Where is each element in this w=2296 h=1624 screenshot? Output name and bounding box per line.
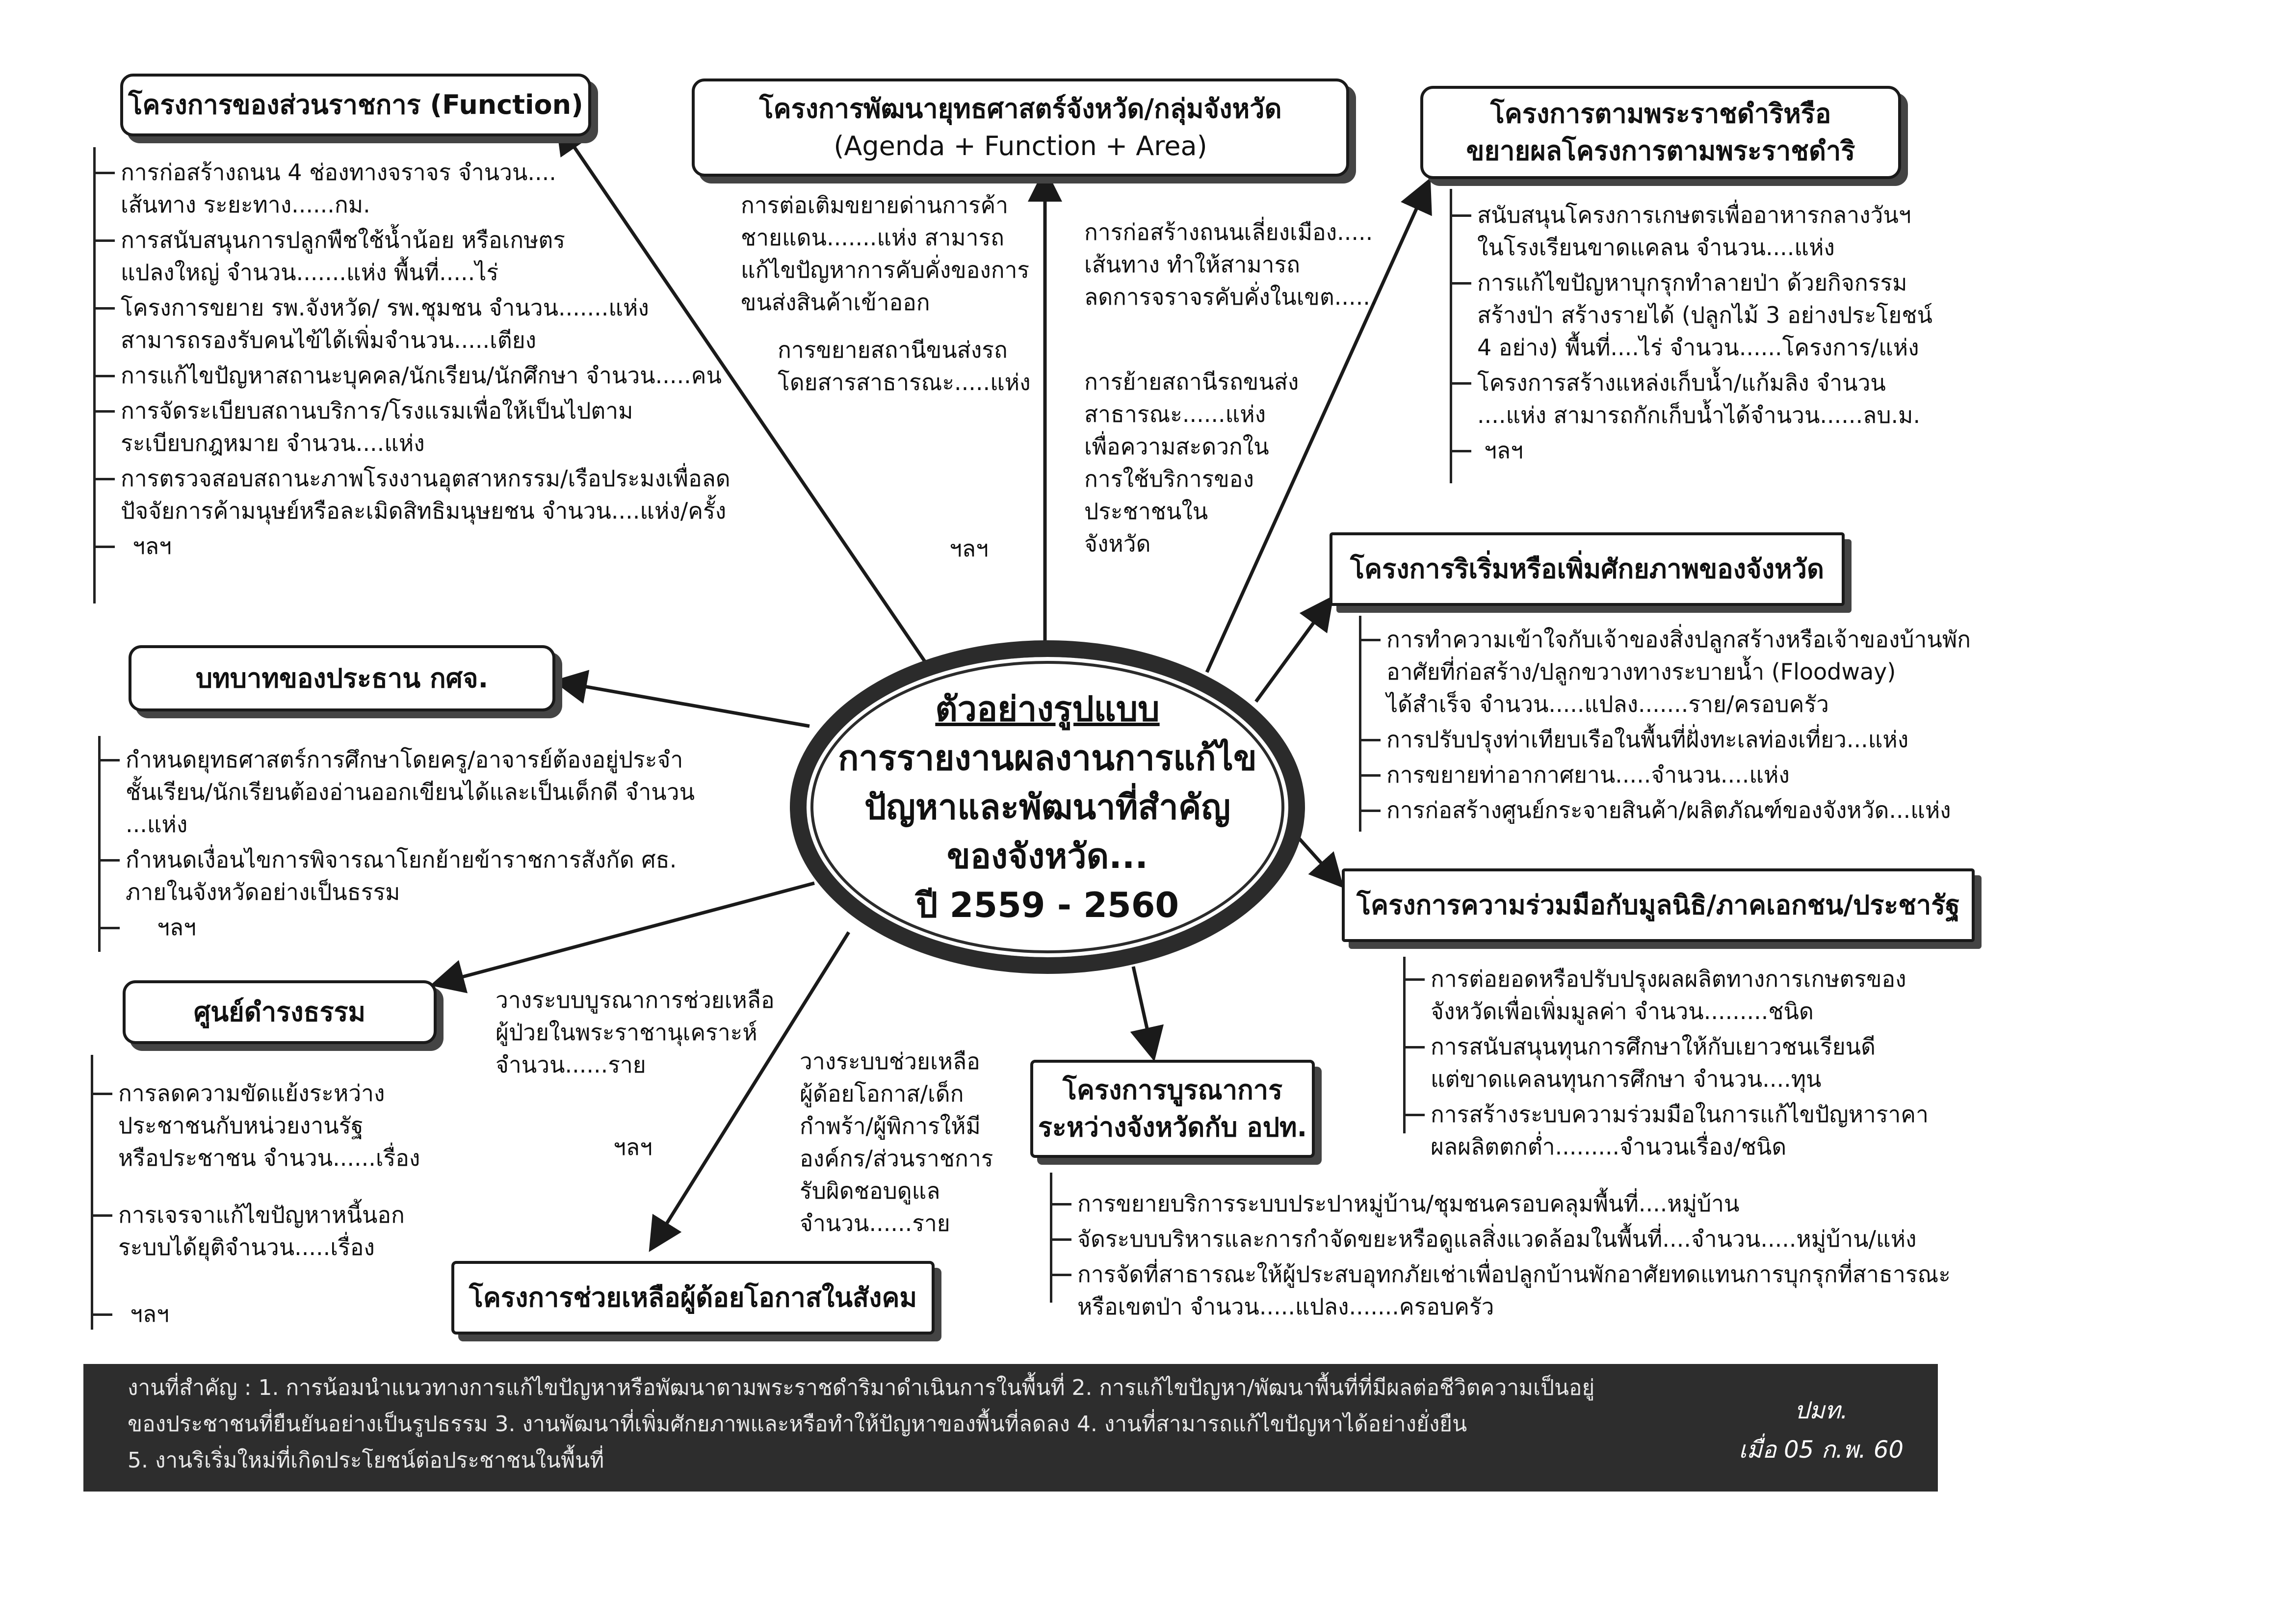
footer-signature [1739, 1391, 1904, 1469]
list-item: การก่อสร้างถนน 4 ช่องทางจราจร จำนวน.... เส้นทาง ระยะทาง......กม. [93, 156, 731, 221]
welfare-box [451, 1261, 935, 1335]
list-item: การปรับปรุงท่าเทียบเรือในพื้นที่ฝั่งทะเลท่องเที่ยว...แห่ง [1359, 723, 1971, 756]
list-item: การขยายท่าอากาศยาน.....จำนวน....แห่ง [1359, 759, 1971, 791]
agenda-box [692, 79, 1349, 177]
royal-title-1: โครงการตามพระราชดำริหรือ [1490, 98, 1831, 129]
welfare-note-b: วางระบบช่วยเหลือ ผู้ด้อยโอกาส/เด็ก กำพร้า/ผู้พิการให้มี องค์กร/ส่วนราชการ รับผิดชอบดูแล จำนวน......ราย [800, 1048, 993, 1236]
function-list [93, 156, 731, 565]
function-title: โครงการของส่วนราชการ (Function) [128, 89, 583, 120]
list-item: การสนับสนุนทุนการศึกษาให้กับเยาวชนเรียนดี แต่ขาดแคลนทุนการศึกษา จำนวน....ทุน [1403, 1030, 1929, 1095]
center-year: ปี 2559 - 2560 [915, 885, 1179, 925]
cooperation-box [1342, 868, 1975, 942]
list-item: การเจรจาแก้ไขปัญหาหนี้นอก ระบบได้ยุติจำนวน.....เรื่อง [91, 1199, 420, 1263]
integration-list [1050, 1187, 1951, 1326]
royal-box [1420, 86, 1901, 179]
function-box [120, 74, 591, 136]
list-item: กำหนดยุทธศาสตร์การศึกษาโดยครู/อาจารย์ต้องอยู่ประจำ ชั้นเรียน/นักเรียนต้องอ่านออกเขียนได้และเป็นเด็กดี จำนวน ...แห่ง [98, 743, 695, 840]
list-item: การขยายบริการระบบประปาหมู่บ้าน/ชุมชนครอบคลุมพื้นที่....หมู่บ้าน [1050, 1187, 1951, 1220]
list-item: การสร้างระบบความร่วมมือในการแก้ไขปัญหาราคา ผลผลิตตกต่ำ.........จำนวนเรื่อง/ชนิด [1403, 1098, 1929, 1163]
footer-line-2: ของประชาชนที่ยืนยันอย่างเป็นรูปธรรม 3. งานพัฒนาที่เพิ่มศักยภาพและหรือทำให้ปัญหาของพื้นที่ลดลง 4. งานที่สามารถแก้ไขปัญหาได้อย่างยั่งยืน [128, 1412, 1467, 1437]
center-line-3: ปัญหาและพัฒนาที่สำคัญ [864, 787, 1231, 827]
list-item: การทำความเข้าใจกับเจ้าของสิ่งปลูกสร้างหรือเจ้าของบ้านพัก อาศัยที่ก่อสร้าง/ปลูกขวางทางระบายน้ำ (Floodway) ได้สำเร็จ จำนวน.....แปลง.......ราย/ครอบครัว [1359, 623, 1971, 720]
integration-title-2: ระหว่างจังหวัดกับ อปท. [1038, 1112, 1307, 1143]
arrow-to-initiative [1256, 601, 1330, 702]
initiative-list [1359, 623, 1971, 829]
list-item: สนับสนุนโครงการเกษตรเพื่ออาหารกลางวันฯ ในโรงเรียนขาดแคลน จำนวน....แห่ง [1450, 199, 1932, 263]
welfare-note-a: วางระบบบูรณาการช่วยเหลือ ผู้ป่วยในพระราชานุเคราะห์ จำนวน......ราย [496, 987, 775, 1078]
footer-office: ปมท. [1794, 1397, 1848, 1424]
arrow-to-cooperation [1295, 834, 1339, 883]
list-item: ฯลฯ [98, 911, 695, 943]
justice-box [123, 980, 437, 1044]
list-item: การตรวจสอบสถานะภาพโรงงานอุตสาหกรรม/เรือประมงเพื่อลด ปัจจัยการค้ามนุษย์หรือละเมิดสิทธิมนุษยชน จำนวน....แห่ง/ครั้ง [93, 462, 731, 527]
integration-title-1: โครงการบูรณาการ [1062, 1074, 1283, 1105]
list-item: การแก้ไขปัญหาบุกรุกทำลายป่า ด้วยกิจกรรม สร้างป่า สร้างรายได้ (ปลูกไม้ 3 อย่างประโยชน์ 4 อย่าง) พื้นที่....ไร่ จำนวน......โครงการ/แห่ง [1450, 266, 1932, 364]
list-item: การต่อยอดหรือปรับปรุงผลผลิตทางการเกษตรของ จังหวัดเพื่อเพิ่มมูลค่า จำนวน.........ชนิด [1403, 963, 1929, 1027]
center-title-ellipse [790, 640, 1305, 974]
center-line-2: การรายงานผลงานการแก้ไข [838, 738, 1257, 778]
list-item: โครงการขยาย รพ.จังหวัด/ รพ.ชุมชน จำนวน.......แห่ง สามารถรองรับคนไข้ได้เพิ่มจำนวน.....เตียง [93, 291, 731, 356]
welfare-etc: ฯลฯ [613, 1134, 652, 1160]
agenda-left-item-2: การขยายสถานีขนส่งรถ โดยสารสาธารณะ.....แห่ง [778, 337, 1031, 395]
list-item: การจัดระเบียบสถานบริการ/โรงแรมเพื่อให้เป็นไปตาม ระเบียบกฎหมาย จำนวน....แห่ง [93, 394, 731, 459]
arrow-to-governor [559, 682, 809, 726]
list-item: การก่อสร้างศูนย์กระจายสินค้า/ผลิตภัณฑ์ของจังหวัด...แห่ง [1359, 794, 1971, 826]
justice-title: ศูนย์ดำรงธรรม [193, 996, 366, 1027]
list-item: กำหนดเงื่อนไขการพิจารณาโยกย้ายข้าราชการสังกัด ศธ. ภายในจังหวัดอย่างเป็นธรรม [98, 843, 695, 908]
footer-date: เมื่อ 05 ก.พ. 60 [1738, 1436, 1904, 1464]
governor-box [129, 645, 555, 711]
governor-list [98, 743, 695, 946]
initiative-box [1330, 532, 1845, 606]
agenda-subtitle: (Agenda + Function + Area) [834, 131, 1207, 161]
list-item: การจัดที่สาธารณะให้ผู้ประสบอุทกภัยเช่าเพื่อปลูกบ้านพักอาศัยทดแทนการบุกรุกที่สาธารณะ หรือเขตป่า จำนวน.....แปลง.......ครอบครัว [1050, 1258, 1951, 1323]
agenda-left-etc: ฯลฯ [949, 535, 989, 562]
agenda-right-item-2: การย้ายสถานีรถขนส่ง สาธารณะ......แห่ง เพื่อความสะดวกใน การใช้บริการของ ประชาชนใน จังหวัด [1084, 368, 1299, 557]
list-item: ฯลฯ [1450, 434, 1932, 467]
center-heading: ตัวอย่างรูปแบบ [935, 689, 1160, 729]
list-item: ฯลฯ [91, 1298, 420, 1330]
list-item: โครงการสร้างแหล่งเก็บน้ำ/แก้มลิง จำนวน ....แห่ง สามารถกักเก็บน้ำได้จำนวน......ลบ.ม. [1450, 367, 1932, 431]
cooperation-title: โครงการความร่วมมือกับมูลนิธิ/ภาคเอกชน/ประชารัฐ [1356, 890, 1960, 920]
integration-box [1030, 1060, 1315, 1158]
list-item: การลดความขัดแย้งระหว่าง ประชาชนกับหน่วยงานรัฐ หรือประชาชน จำนวน......เรื่อง [91, 1077, 420, 1174]
royal-title-2: ขยายผลโครงการตามพระราชดำริ [1466, 135, 1855, 166]
welfare-title: โครงการช่วยเหลือผู้ด้อยโอกาสในสังคม [469, 1282, 917, 1313]
list-item: การสนับสนุนการปลูกพืชใช้น้ำน้อย หรือเกษตร แปลงใหญ่ จำนวน.......แห่ง พื้นที่.....ไร่ [93, 224, 731, 288]
list-item: จัดระบบบริหารและการกำจัดขยะหรือดูแลสิ่งแวดล้อมในพื้นที่....จำนวน.....หมู่บ้าน/แห่ง [1050, 1223, 1951, 1255]
list-item: ฯลฯ [93, 530, 731, 562]
agenda-left-item-1: การต่อเติมขยายด่านการค้า ชายแดน.......แห่ง สามารถ แก้ไขปัญหาการคับคั่งของการ ขนส่งสินค้าเข้าออก [741, 192, 1030, 315]
agenda-right-item-1: การก่อสร้างถนนเลี่ยงเมือง..... เส้นทาง ทำให้สามารถ ลดการจราจรคับคั่งในเขต...... [1084, 219, 1378, 310]
agenda-title: โครงการพัฒนายุทธศาสตร์จังหวัด/กลุ่มจังหวัด [759, 93, 1282, 124]
footer-key-tasks [128, 1370, 1594, 1479]
royal-list [1450, 199, 1932, 470]
footer-line-3: 5. งานริเริ่มใหม่ที่เกิดประโยชน์ต่อประชาชนในพื้นที่ [128, 1448, 604, 1473]
governor-title: บทบาทของประธาน กศจ. [195, 662, 489, 694]
justice-list [91, 1077, 420, 1333]
footer-band [83, 1364, 1938, 1492]
footer-line-1: งานที่สำคัญ : 1. การน้อมนำแนวทางการแก้ไขปัญหาหรือพัฒนาตามพระราชดำริมาดำเนินการในพื้นที่ 2. การแก้ไขปัญหา/พัฒนาพื้นที่ที่มีผลต่อชีวิตความเป็นอยู่ [128, 1375, 1595, 1400]
arrow-to-integration [1133, 967, 1153, 1055]
initiative-title: โครงการริเริ่มหรือเพิ่มศักยภาพของจังหวัด [1350, 553, 1825, 584]
center-line-4: ของจังหวัด... [947, 836, 1148, 876]
cooperation-list [1403, 963, 1929, 1166]
list-item: การแก้ไขปัญหาสถานะบุคคล/นักเรียน/นักศึกษา จำนวน.....คน [93, 359, 731, 392]
